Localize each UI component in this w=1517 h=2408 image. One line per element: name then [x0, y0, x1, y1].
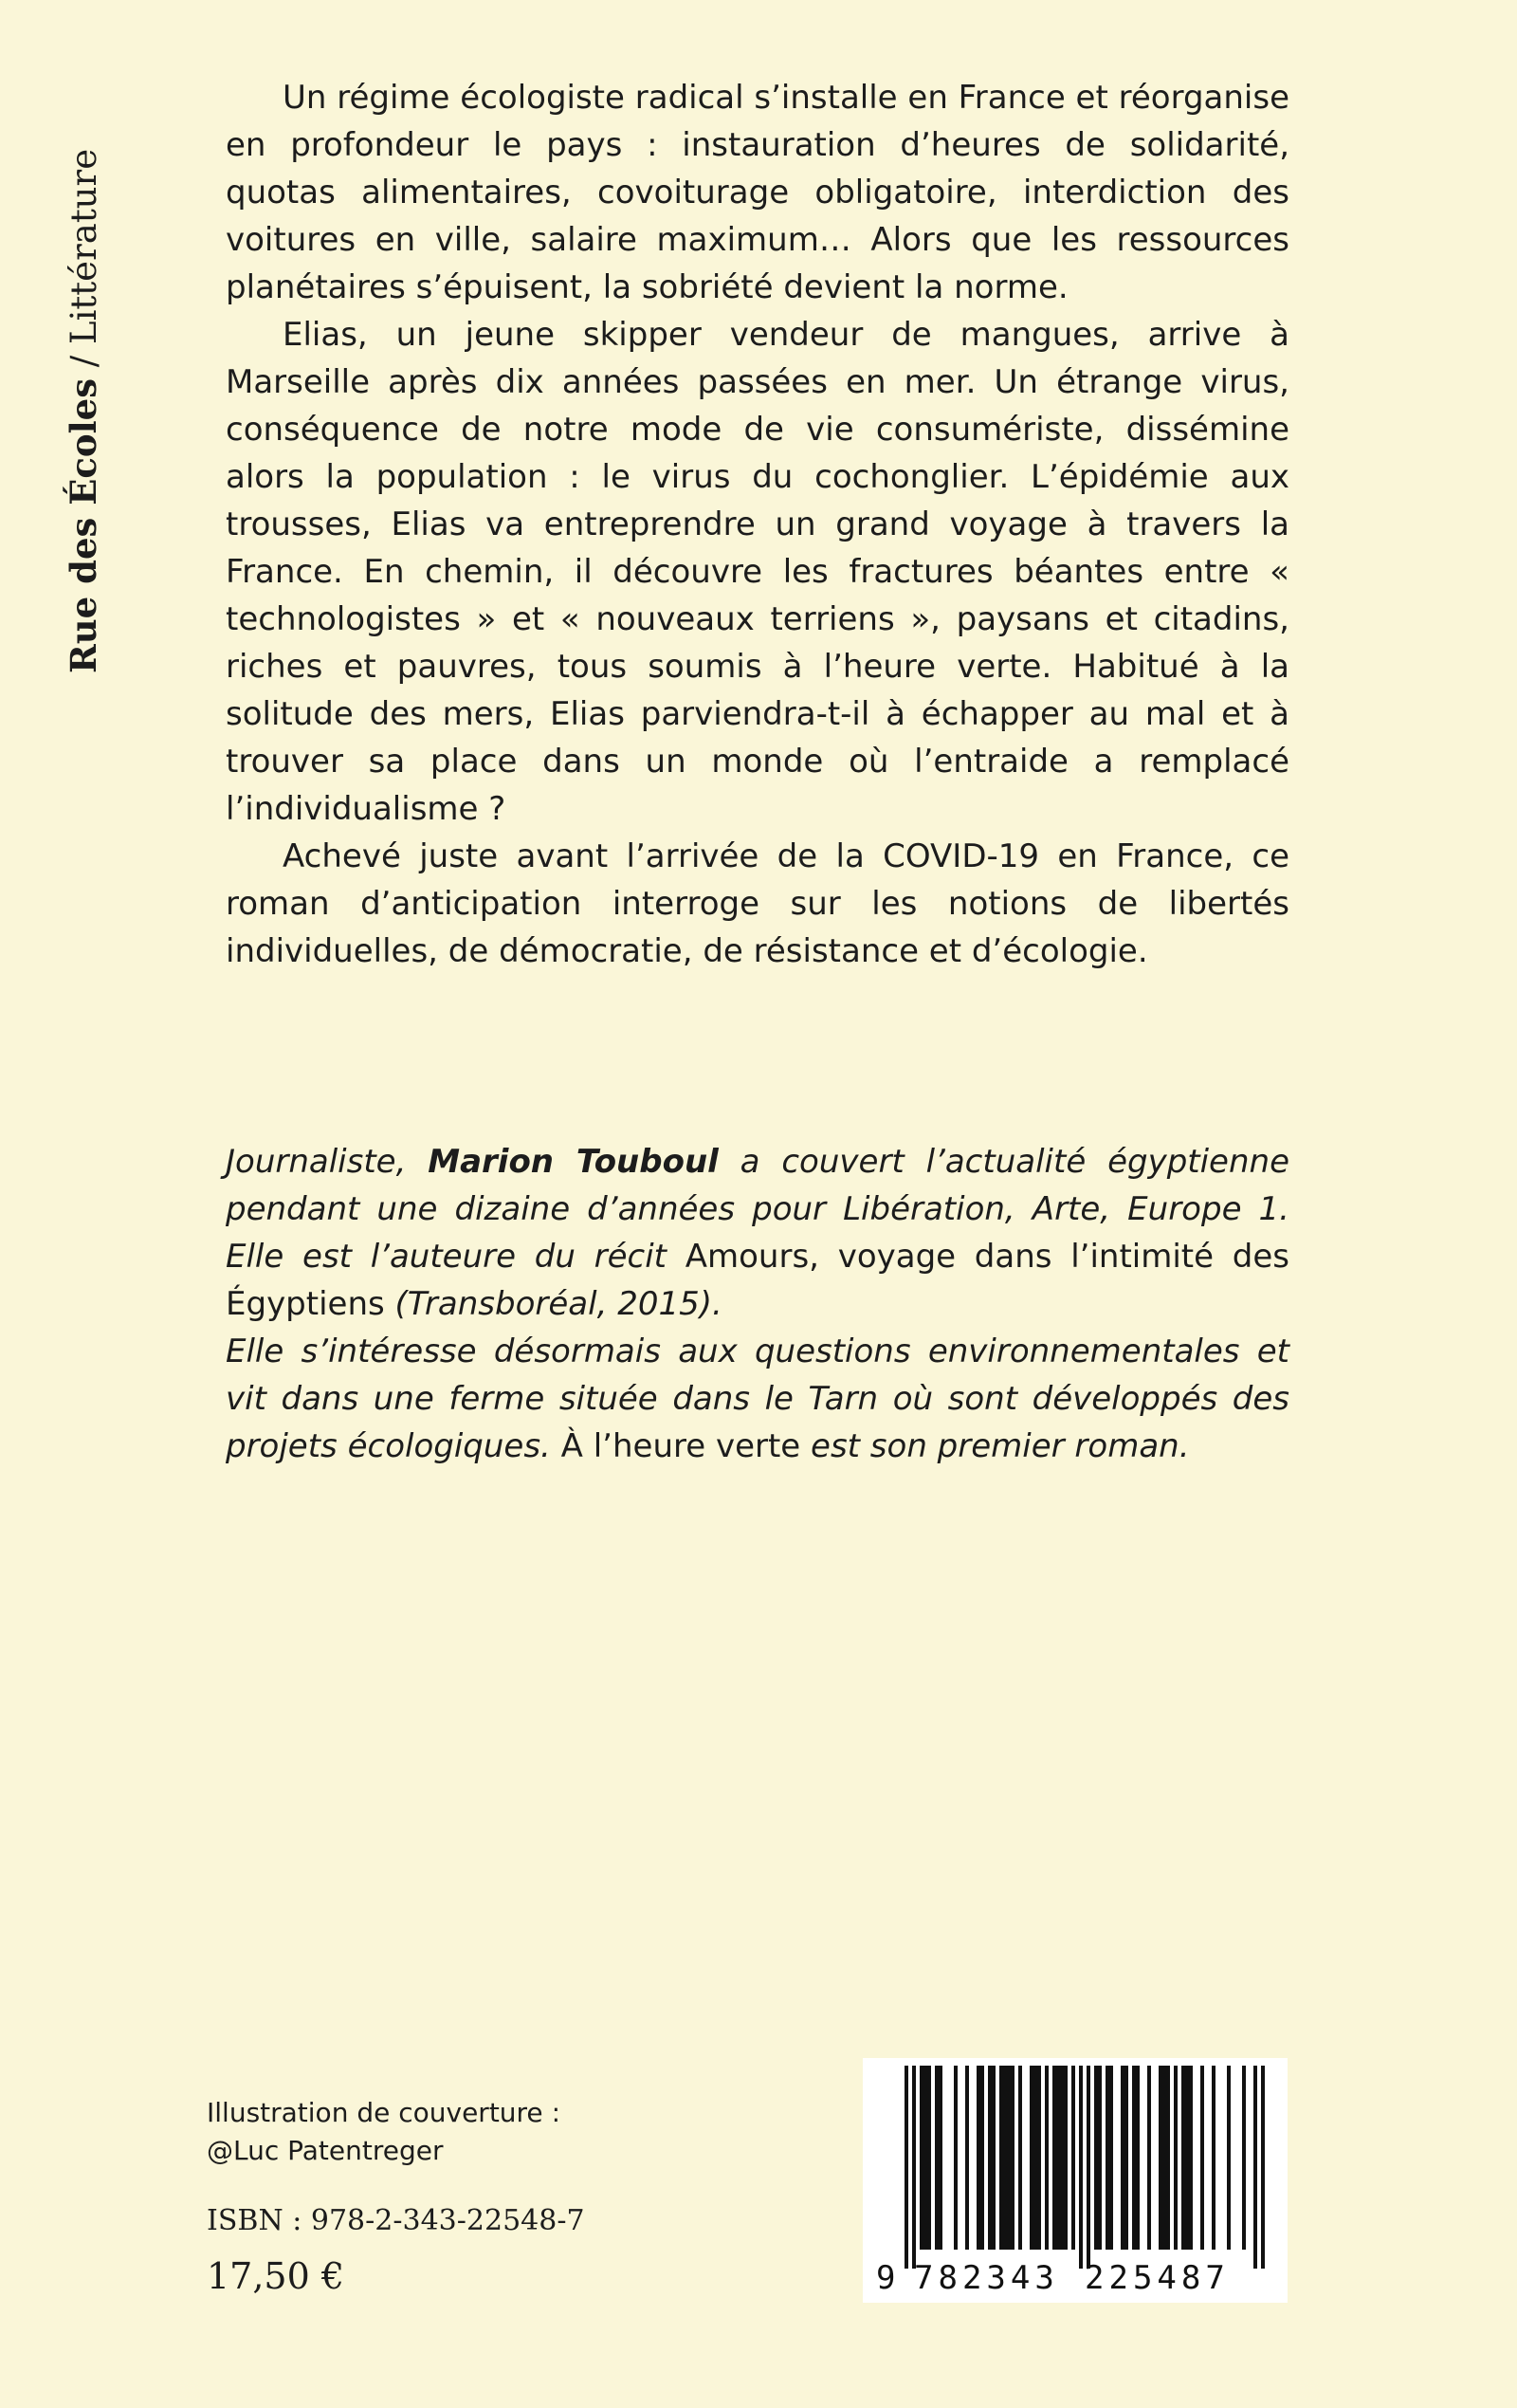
barcode-bar: [977, 2066, 980, 2250]
author-bio: [226, 1138, 1289, 1470]
barcode-bar: [1189, 2066, 1193, 2250]
barcode-bar: [912, 2066, 916, 2269]
blurb-paragraph-1: Un régime écologiste radical s’installe en France et réorganise en profondeur le pays : instauration d’heures de solidarité, quotas alimentaires, covoiturage obligatoire, interdiction des voitures en ville, salaire maximum… Alors que les ressources planétaires s’épuisent, la sobriété devient la norme.: [226, 79, 1289, 306]
barcode-bar: [980, 2066, 984, 2250]
book-blurb: [226, 74, 1289, 975]
barcode-bar: [1064, 2066, 1068, 2250]
blurb-paragraph-3: Achevé juste avant l’arrivée de la COVID-19 en France, ce roman d’anticipation interroge sur les notions de libertés individuelles, de démocratie, de résistance et d’écologie.: [226, 837, 1289, 970]
book-title: À l’heure verte: [560, 1427, 801, 1465]
bio-paragraph-1: [226, 1138, 1289, 1328]
barcode-bar: [1200, 2066, 1204, 2250]
spine-text: [63, 149, 104, 673]
series-name: Rue des Écoles: [63, 377, 104, 673]
barcode-bar: [927, 2066, 931, 2250]
barcode-bar: [1181, 2066, 1185, 2250]
barcode-bar: [1033, 2066, 1037, 2250]
bio-text: a couvert l’actualité égyptienne pendant une dizaine d’années pour Libération, Arte, Europe 1. Elle est l’auteure du récit: [226, 1143, 1289, 1276]
barcode-first-digit: 9: [876, 2259, 896, 2297]
barcode-bar: [1003, 2066, 1007, 2250]
barcode-left-digits: 782343: [914, 2259, 1059, 2297]
barcode-bar: [1045, 2066, 1049, 2250]
barcode-right-digits: 225487: [1085, 2259, 1230, 2297]
barcode-bar: [1011, 2066, 1014, 2250]
price: 17,50 €: [207, 2255, 345, 2297]
barcode-bar: [1087, 2066, 1090, 2269]
spine-label: [49, 114, 106, 683]
bio-text: Elle s’intéresse désormais aux questions environnementales et vit dans une ferme située dans le Tarn où sont développés des projets écologiques.: [226, 1333, 1289, 1465]
barcode-bar: [1174, 2066, 1178, 2250]
credits-name: @Luc Patentreger: [207, 2135, 444, 2166]
barcode-bar: [920, 2066, 923, 2250]
author-name: Marion Touboul: [428, 1143, 719, 1181]
barcode-bar: [1071, 2066, 1075, 2250]
book-title: Amours, voyage dans l’intimité des Égyptiens: [226, 1238, 1289, 1323]
blurb-paragraph-2: Elias, un jeune skipper vendeur de mangues, arrive à Marseille après dix années passées en mer. Un étrange virus, conséquence de notre mode de vie consumériste, dissémine alors la population : le virus du cochonglier. L’épidémie aux trousses, Elias va entreprendre un grand voyage à travers la France. En chemin, il découvre les fractures béantes entre « technologistes » et « nouveaux terriens », paysans et citadins, riches et pauvres, tous soumis à l’heure verte. Habitué à la solitude des mers, Elias parviendra-t-il à échapper au mal et à trouver sa place dans un monde où l’entraide a remplacé l’individualisme ?: [226, 316, 1289, 828]
barcode: [863, 2058, 1288, 2303]
barcode-bar: [1253, 2066, 1257, 2269]
barcode-bar: [1109, 2066, 1113, 2250]
barcode-bar: [992, 2066, 996, 2250]
barcode-bar: [1018, 2066, 1022, 2250]
credits-label: Illustration de couverture :: [207, 2097, 560, 2128]
barcode-bar: [939, 2066, 942, 2250]
barcode-bar: [1079, 2066, 1083, 2269]
barcode-bar: [965, 2066, 969, 2250]
barcode-bar: [1147, 2066, 1151, 2250]
barcode-bar: [935, 2066, 939, 2250]
barcode-graphic: [863, 2058, 1288, 2303]
barcode-bar: [905, 2066, 908, 2269]
barcode-bar: [1166, 2066, 1170, 2250]
isbn: ISBN : 978-2-343-22548-7: [207, 2204, 585, 2237]
barcode-bar: [1136, 2066, 1140, 2250]
bio-paragraph-2: [226, 1328, 1289, 1470]
barcode-bar: [988, 2066, 992, 2250]
barcode-bar: [1121, 2066, 1124, 2250]
barcode-bar: [923, 2066, 927, 2250]
barcode-bar: [1227, 2066, 1231, 2250]
barcode-bar: [954, 2066, 958, 2250]
barcode-bar: [1261, 2066, 1265, 2269]
barcode-bar: [1212, 2066, 1215, 2250]
barcode-bar: [1159, 2066, 1162, 2250]
barcode-bar: [1052, 2066, 1056, 2250]
barcode-bar: [1060, 2066, 1064, 2250]
barcode-bar: [1242, 2066, 1246, 2250]
barcode-bar: [999, 2066, 1003, 2250]
barcode-bar: [1132, 2066, 1136, 2250]
barcode-bar: [1098, 2066, 1102, 2250]
barcode-bar: [1106, 2066, 1109, 2250]
illustration-credits: [207, 2094, 560, 2170]
barcode-bar: [1037, 2066, 1041, 2250]
category-name: Littérature: [64, 148, 104, 344]
barcode-bar: [1030, 2066, 1033, 2250]
barcode-bar: [1094, 2066, 1098, 2250]
barcode-bar: [1185, 2066, 1189, 2250]
bio-text: est son premier roman.: [800, 1427, 1190, 1465]
bio-text: Journaliste,: [226, 1143, 429, 1181]
barcode-bar: [1124, 2066, 1128, 2250]
barcode-bar: [1007, 2066, 1011, 2250]
barcode-bar: [1162, 2066, 1166, 2250]
spine-separator: /: [64, 343, 104, 378]
barcode-bar: [1056, 2066, 1060, 2250]
bio-text: (Transboréal, 2015).: [384, 1285, 722, 1323]
